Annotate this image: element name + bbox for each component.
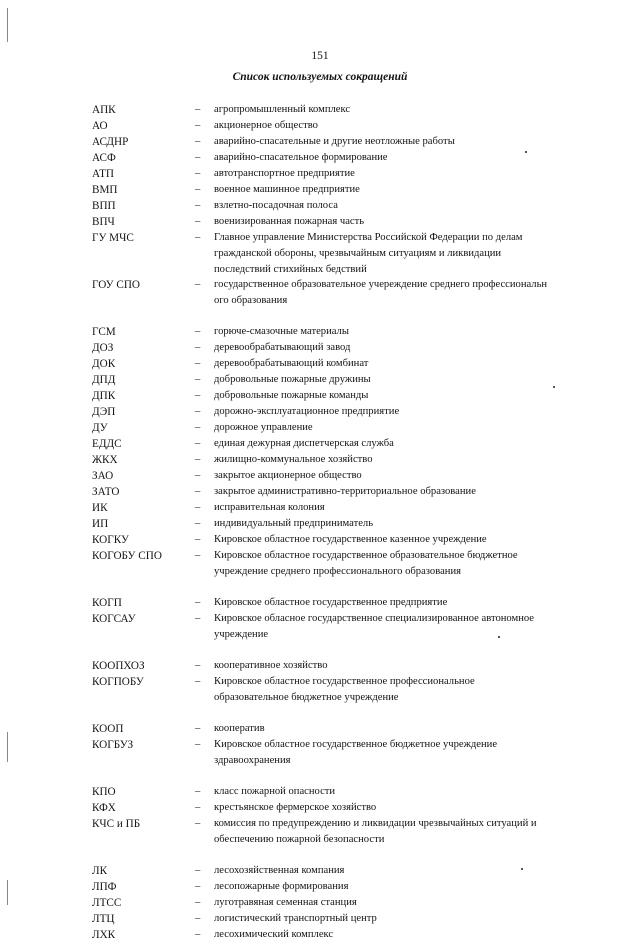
dash-separator: – <box>195 550 201 561</box>
dash-separator: – <box>195 454 201 465</box>
definition: горюче-смазочные материалы <box>214 326 349 337</box>
definition: дорожное управление <box>214 422 313 433</box>
dash-separator: – <box>195 136 201 147</box>
abbreviation: ЛТСС <box>92 897 122 909</box>
dash-separator: – <box>195 342 201 353</box>
dash-separator: – <box>195 818 201 829</box>
dash-separator: – <box>195 390 201 401</box>
abbreviation: ГУ МЧС <box>92 232 134 244</box>
abbreviation: АСДНР <box>92 136 129 148</box>
abbreviation: КПО <box>92 786 116 798</box>
definition: исправительная колония <box>214 502 325 513</box>
dash-separator: – <box>195 486 201 497</box>
abbreviation: ЕДДС <box>92 438 122 450</box>
definition: луготравяная семенная станция <box>214 897 357 908</box>
dash-separator: – <box>195 104 201 115</box>
dash-separator: – <box>195 216 201 227</box>
dash-separator: – <box>195 929 201 940</box>
dash-separator: – <box>195 422 201 433</box>
list-item <box>92 879 592 895</box>
definition: Кировское областное государственное профессиональное образовательное бюджетное учреждение <box>214 676 475 703</box>
definition: Главное управление Министерства Российской Федерации по делам гражданской обороны, чрезвычайным ситуациям и ликвидации последствий стихийных бедствий <box>214 232 523 275</box>
definition: индивидуальный предприниматель <box>214 518 374 529</box>
definition: автотранспортное предприятие <box>214 168 355 179</box>
list-item <box>92 166 592 182</box>
definition: взлетно-посадочная полоса <box>214 200 338 211</box>
dash-separator: – <box>195 358 201 369</box>
list-item <box>92 452 592 468</box>
page-title: Список используемых сокращений <box>232 71 408 83</box>
dash-separator: – <box>195 374 201 385</box>
dash-separator: – <box>195 723 201 734</box>
definition: Кировское обласное государственное специализированное автономное учреждение <box>214 613 535 640</box>
list-item <box>92 198 592 214</box>
abbreviation: КОГБУЗ <box>92 739 134 751</box>
abbreviation: ВПЧ <box>92 216 115 228</box>
list-item <box>92 182 592 198</box>
definition: добровольные пожарные команды <box>214 390 369 401</box>
abbreviation: АТП <box>92 168 115 180</box>
list-item <box>92 500 592 516</box>
definition: лесопожарные формирования <box>214 881 349 892</box>
dash-separator: – <box>195 184 201 195</box>
abbreviation: КОГСАУ <box>92 613 136 625</box>
list-item <box>92 784 592 800</box>
dash-separator: – <box>195 676 201 687</box>
dash-separator: – <box>195 232 201 243</box>
abbreviation: ДЭП <box>92 406 116 418</box>
definition: агропромышленный комплекс <box>214 104 351 115</box>
dash-separator: – <box>195 279 201 290</box>
dash-separator: – <box>195 660 201 671</box>
abbreviation: ИК <box>92 502 108 514</box>
definition: Кировское областное государственное казенное учреждение <box>214 534 487 545</box>
definition: комиссия по предупреждению и ликвидации чрезвычайных ситуаций и обеспечению пожарной безопасности <box>214 818 537 845</box>
list-item <box>92 102 592 118</box>
definition: добровольные пожарные дружины <box>214 374 371 385</box>
dash-separator: – <box>195 200 201 211</box>
dash-separator: – <box>195 326 201 337</box>
definition: деревообрабатывающий завод <box>214 342 351 353</box>
list-item <box>92 150 592 166</box>
definition: аварийно-спасательное формирование <box>214 152 388 163</box>
page-number: 151 <box>311 50 329 62</box>
list-item <box>92 911 592 927</box>
definition: аварийно-спасательные и другие неотложные работы <box>214 136 455 147</box>
abbreviation: ДОЗ <box>92 342 114 354</box>
abbreviation: ЛХК <box>92 929 116 941</box>
list-item <box>92 674 592 721</box>
definition: лесохимический комплекс <box>214 929 334 940</box>
abbreviation: КЧС и ПБ <box>92 818 141 830</box>
abbreviation: КООП <box>92 723 124 735</box>
dash-separator: – <box>195 470 201 481</box>
list-item <box>92 484 592 500</box>
list-item <box>92 356 592 372</box>
abbreviation: КОГП <box>92 597 122 609</box>
abbreviation: ДПК <box>92 390 116 402</box>
abbreviation: КОГПОБУ <box>92 676 144 688</box>
list-item <box>92 118 592 134</box>
definition: военное машинное предприятие <box>214 184 360 195</box>
abbreviation: ГСМ <box>92 326 116 338</box>
dash-separator: – <box>195 534 201 545</box>
dash-separator: – <box>195 881 201 892</box>
abbreviation: ДУ <box>92 422 108 434</box>
abbreviation: КООПХОЗ <box>92 660 145 672</box>
dash-separator: – <box>195 406 201 417</box>
list-item <box>92 658 592 674</box>
list-item <box>92 468 592 484</box>
list-item <box>92 404 592 420</box>
list-item <box>92 516 592 532</box>
abbreviation: ДПД <box>92 374 116 386</box>
list-item <box>92 214 592 230</box>
list-item <box>92 230 592 277</box>
abbreviation: ИП <box>92 518 109 530</box>
dash-separator: – <box>195 502 201 513</box>
definition: деревообрабатывающий комбинат <box>214 358 369 369</box>
definition: крестьянское фермерское хозяйство <box>214 802 377 813</box>
abbreviation: КФХ <box>92 802 116 814</box>
abbreviation: КОГКУ <box>92 534 129 546</box>
dash-separator: – <box>195 802 201 813</box>
list-item <box>92 420 592 436</box>
dash-separator: – <box>195 120 201 131</box>
abbreviation: ГОУ СПО <box>92 279 140 291</box>
list-item <box>92 436 592 452</box>
abbreviation: ВМП <box>92 184 118 196</box>
definition: закрытое административно-территориальное образование <box>214 486 476 497</box>
definition: Кировское областное государственное бюджетное учреждение здравоохранения <box>214 739 498 766</box>
definition: класс пожарной опасности <box>214 786 336 797</box>
abbreviation: ЗАТО <box>92 486 120 498</box>
abbreviation-list <box>92 102 592 943</box>
abbreviation: АО <box>92 120 108 132</box>
dash-separator: – <box>195 897 201 908</box>
list-item <box>92 800 592 816</box>
dash-separator: – <box>195 739 201 750</box>
abbreviation: ЛК <box>92 865 108 877</box>
list-item <box>92 548 592 595</box>
abbreviation: АСФ <box>92 152 116 164</box>
list-item <box>92 340 592 356</box>
definition: акционерное общество <box>214 120 318 131</box>
abbreviation: АПК <box>92 104 116 116</box>
list-item <box>92 611 592 658</box>
scan-margin-mark <box>7 880 8 905</box>
dash-separator: – <box>195 865 201 876</box>
list-item <box>92 134 592 150</box>
list-item <box>92 532 592 548</box>
dash-separator: – <box>195 786 201 797</box>
abbreviation: ЛПФ <box>92 881 117 893</box>
abbreviation: КОГОБУ СПО <box>92 550 162 562</box>
list-item <box>92 372 592 388</box>
definition: государственное образовательное учереждение среднего профессиональн ого образования <box>214 279 548 306</box>
abbreviation: ЖКХ <box>92 454 118 466</box>
list-item <box>92 816 592 863</box>
list-item <box>92 927 592 943</box>
dash-separator: – <box>195 913 201 924</box>
abbreviation: ЛТЦ <box>92 913 115 925</box>
dash-separator: – <box>195 518 201 529</box>
list-item <box>92 895 592 911</box>
dash-separator: – <box>195 438 201 449</box>
definition: лесохозяйственная компания <box>214 865 345 876</box>
abbreviation: ВПП <box>92 200 116 212</box>
list-item <box>92 388 592 404</box>
definition: логистический транспортный центр <box>214 913 377 924</box>
definition: жилищно-коммунальное хозяйство <box>214 454 373 465</box>
definition: кооператив <box>214 723 265 734</box>
definition: единая дежурная диспетчерская служба <box>214 438 394 449</box>
dash-separator: – <box>195 613 201 624</box>
abbreviation: ДОК <box>92 358 116 370</box>
list-item <box>92 721 592 737</box>
list-item <box>92 324 592 340</box>
list-item <box>92 277 592 324</box>
dash-separator: – <box>195 597 201 608</box>
list-item <box>92 737 592 784</box>
list-item <box>92 863 592 879</box>
definition: закрытое акционерное общество <box>214 470 362 481</box>
definition: военизированная пожарная часть <box>214 216 365 227</box>
dash-separator: – <box>195 168 201 179</box>
definition: Кировское областное государственное образовательное бюджетное учреждение среднего профессионального образования <box>214 550 518 577</box>
scan-margin-mark <box>7 732 8 762</box>
definition: дорожно-эксплуатационное предприятие <box>214 406 400 417</box>
definition: Кировское областное государственное предприятие <box>214 597 448 608</box>
definition: кооперативное хозяйство <box>214 660 328 671</box>
abbreviation: ЗАО <box>92 470 114 482</box>
scan-margin-mark <box>7 8 8 42</box>
list-item <box>92 595 592 611</box>
dash-separator: – <box>195 152 201 163</box>
